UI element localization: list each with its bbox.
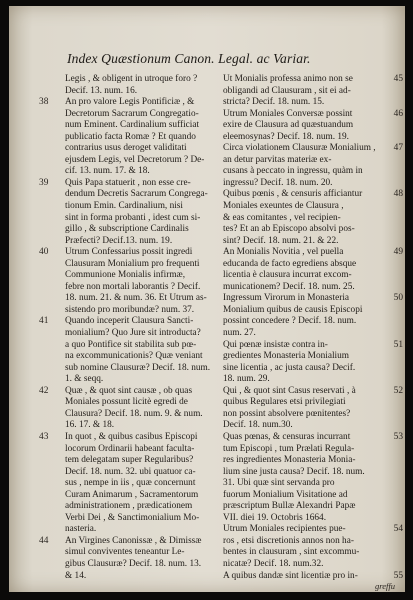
entry-text-line: gredientes Monasteria Monialium [223,351,349,362]
entry-text-line: Decif. 18. num.30. [223,420,293,431]
entry-number: 55 [393,570,403,581]
entry-text-line: An Virgines Canonissæ , & Dimissæ [65,535,202,546]
entry-text-line: 1. & seqq. [65,374,104,385]
entry-text-line: Clausura? Decif. 18. num. 9. & num. [65,408,203,419]
entry-text-line: possint concedere ? Decif. 18. num. [223,316,357,327]
index-entry [223,432,405,524]
entry-text-line: contrarius usus deroget validitati [65,143,187,154]
entry-text-line: educanda de facto egrediens absque [223,258,357,269]
entry-text-line: Ut Monialis professa animo non se [223,74,353,84]
entry-number: 53 [393,431,403,442]
entry-number: 38 [39,97,49,108]
left-column [39,74,217,582]
entry-number: 43 [39,431,49,442]
entry-text-line: quibus Regulares etsi privilegiati [223,397,346,408]
entry-text-line: Decif. 18. num. 32. ubi quatuor ca- [65,466,196,477]
entry-text-line: 31. Ubi quæ sint servanda pro [223,478,335,489]
entry-text-line: bentes in clausuram , sint excommu- [223,547,360,558]
entry-text-line: sine licentia , ac justa causa? Decif. [223,362,356,373]
index-entry [223,247,405,293]
entry-text-line: Quando inceperit Clausura Sancti- [65,316,194,327]
entry-text-line: An Monialis Novitia , vel puella [223,247,344,258]
entry-text-line: simul conviventes teneantur Le- [65,547,185,558]
entry-text-line: fuorum Monialium Visitatione ad [223,489,348,500]
entry-text-line: VII. diei 19. Octobris 1664. [223,512,327,523]
entry-text-line: Quis Papa statuerit , non esse cre- [65,177,191,188]
entry-text-line: sus , nempe in iis , quæ concernunt [65,478,196,489]
index-entry [39,178,217,247]
entry-text-line: gibus Clausuræ? Decif. 18. num. 13. [65,558,202,569]
entry-text-line: Moniales possunt licitè egredi de [65,397,188,408]
entry-text-line: tionum Emin. Cardinalium, nisi [65,201,184,212]
entry-text-line: Decretorum Sacrarum Congregatio- [65,108,199,119]
entry-text-line: locorum Ordinarii habeant faculta- [65,443,195,454]
entry-text-line: administrationem , prædicationem [65,501,193,512]
index-entry [39,74,217,97]
entry-number: 39 [39,177,49,188]
index-entry [39,247,217,316]
entry-text-line: Verbi Dei , & Sanctimonialium Mo- [65,512,200,523]
entry-text-line: nicatæ? Decif. 18. num.32. [223,558,324,569]
entry-text-line: publicatio facta Romæ ? Et quando [65,131,196,142]
entry-text-line: Præfecti? Decif.13. num. 19. [65,235,173,246]
index-entry [223,524,405,570]
entry-text-line: A quibus dandæ sint licentiæ pro in- [223,570,358,581]
entry-number: 52 [393,385,403,396]
entry-text-line: Decif. 13. num. 16. [65,85,138,96]
index-entry [39,316,217,385]
entry-text-line: Clausuram Monialium pro frequenti [65,258,200,269]
entry-number: 47 [393,143,403,154]
index-entry [223,386,405,432]
entry-text-line: licentia è clausura incurrat excom- [223,270,352,281]
index-entry [223,143,405,189]
catchword: greffu [375,581,395,591]
entry-number: 45 [393,74,403,84]
entry-text-line: stricta? Decif. 18. num. 15. [223,97,325,108]
entry-text-line: an detur parvitas materiæ ex- [223,154,332,165]
entry-text-line: obligandi ad Clausuram , sit ei ad- [223,85,351,96]
entry-text-line: Curam Animarum , Sacramentorum [65,489,199,500]
entry-number: 46 [393,108,403,119]
entry-text-line: Utrum Moniales recipientes pue- [223,524,346,535]
entry-number: 42 [39,385,49,396]
entry-number: 51 [393,339,403,350]
entry-text-line: Utrum Moniales Conversæ possint [223,108,353,119]
index-entry [39,536,217,582]
index-entry [39,432,217,536]
entry-text-line: sint in forma probanti , idest cum si- [65,212,201,223]
entry-text-line: Quæ , & quot sint causæ , ob quas [65,385,193,396]
entry-text-line: Quibus pœnis , & censuris afficiantur [223,189,363,200]
entry-text-line: res ingredientes Monasteria Monia- [223,455,356,466]
entry-text-line: num Eminent. Cardinalium sufficiat [65,120,200,131]
entry-text-line: Qui pœnæ insistæ contra in- [223,339,328,350]
index-entry [39,386,217,432]
entry-text-line: præscriptum Bullæ Alexandri Papæ [223,501,356,512]
entry-text-line: Monialium quibus de causis Episcopi [223,304,363,315]
entry-text-line: ingressu? Decif. 18. num. 20. [223,177,333,188]
index-entry [223,340,405,386]
entry-text-line: sint? Decif. 18. num. 21. & 22. [223,235,339,246]
entry-text-line: In quot , & quibus casibus Episcopi [65,431,198,442]
entry-text-line: Ingressum Virorum in Monasteria [223,293,350,304]
entry-text-line: tes? Et an ab Episcopo absolvi pos- [223,224,355,235]
entry-text-line: Quas pœnas, & censuras incurrant [223,431,351,442]
entry-text-line: cif. 13. num. 17. & 18. [65,166,150,177]
entry-text-line: dendum Decretis Sacrarum Congrega- [65,189,208,200]
entry-text-line: & 14. [65,570,87,581]
right-column [223,74,405,582]
entry-text-line: na excommunicationis? Quæ veniant [65,351,203,362]
entry-text-line: Circa violationem Clausuræ Monialium , [223,143,376,154]
entry-text-line: Utrum Confessarius possit ingredi [65,247,193,258]
entry-text-line: Legis , & obligent in utroque foro ? [65,74,198,84]
entry-text-line: non possint absolvere pœnitentes? [223,408,351,419]
index-entry [223,109,405,144]
entry-text-line: sub nomine Clausuræ? Decif. 18. num. [65,362,211,373]
entry-text-line: sistendo pro moribundæ? num. 37. [65,304,195,315]
entry-text-line: tem delegatam super Regularibus? [65,455,194,466]
index-entry [223,293,405,339]
index-entry [39,97,217,178]
entry-number: 48 [393,189,403,200]
entry-text-line: nasteria. [65,524,97,535]
entry-text-line: monialium? Quo Jure sit introducta? [65,328,201,339]
entry-number: 44 [39,535,49,546]
entry-text-line: 18. num. 29. [223,374,270,385]
entry-text-line: Qui , & quot sint Casus reservati , à [223,385,356,396]
entry-text-line: ejusdem Legis, vel Decretorum ? De- [65,154,205,165]
entry-text-line: Moniales exeuntes de Clausura , [223,201,344,212]
entry-number: 54 [393,524,403,535]
entry-text-line: exire de Clausura ad quæstuandum [223,120,354,131]
entry-text-line: & eas comitantes , vel recipien- [223,212,341,223]
entry-number: 49 [393,247,403,258]
entry-text-line: lium sine justa causa? Decif. 18. num. [223,466,365,477]
entry-text-line: eleemosynas? Decif. 18. num. 19. [223,131,349,142]
index-entry [223,189,405,247]
book-page [9,6,405,592]
entry-text-line: 16. 17. & 18. [65,420,115,431]
entry-text-line: ros , etsi discretionis annos non ha- [223,535,354,546]
entry-number: 41 [39,316,49,327]
entry-text-line: 18. num. 21. & num. 36. Et Utrum as- [65,293,207,304]
entry-text-line: num. 27. [223,328,256,339]
entry-text-line: febre non mortali laborantis ? Decif. [65,281,201,292]
entry-text-line: An pro valore Legis Pontificiæ , & [65,97,195,108]
entry-text-line: municationem? Decif. 18. num. 25. [223,281,355,292]
entry-number: 50 [393,293,403,304]
index-entry [223,74,405,109]
entry-text-line: Communione Monialis infirmæ, [65,270,186,281]
entry-text-line: gillo , & subscriptione Cardinalis [65,224,189,235]
entry-number: 40 [39,247,49,258]
entry-text-line: a quo Pontifice sit stabilita sub pœ- [65,339,197,350]
entry-text-line: cusans à peccato in ingressu, quàm in [223,166,363,177]
page-header: Index Quæstionum Canon. Legal. ac Variar. [67,51,311,66]
entry-text-line: tum Episcopi , tum Prælati Regula- [223,443,355,454]
